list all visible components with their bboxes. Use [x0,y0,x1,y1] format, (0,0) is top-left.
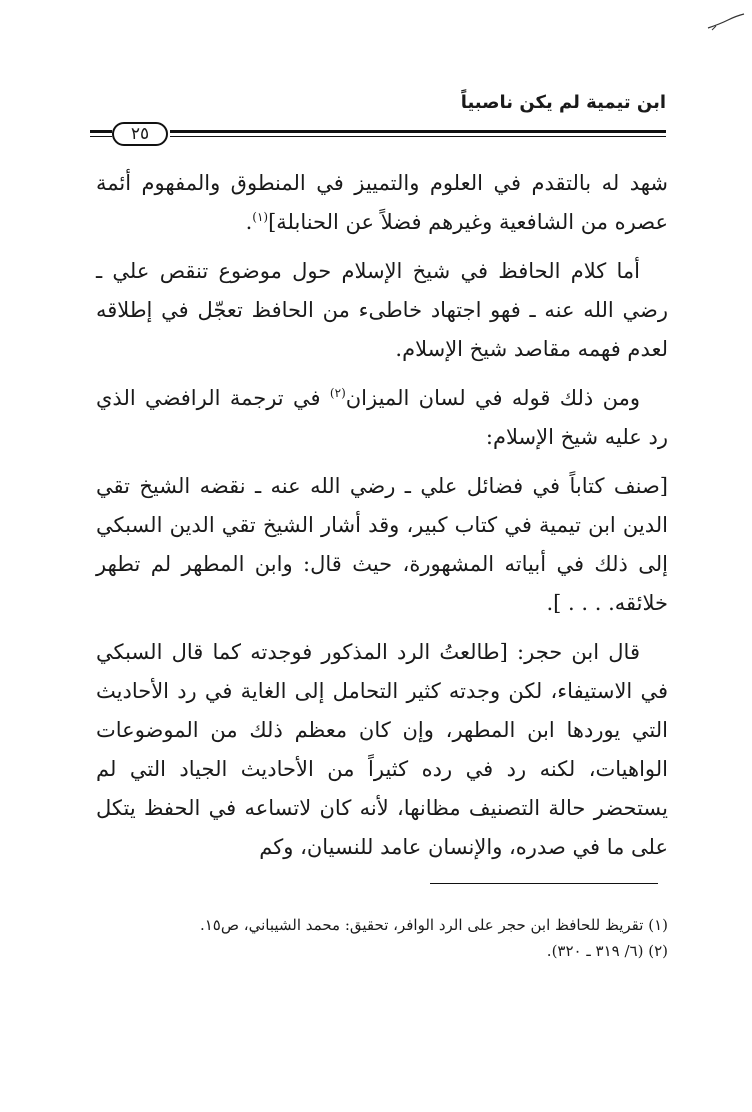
rule-thick [170,130,666,133]
footnote-2: (٢) (٦/ ٣١٩ ـ ٣٢٠). [546,942,668,960]
rule-stub-thin [90,136,112,137]
page-number: ٢٥ [112,122,168,146]
paragraph-3-start: ومن ذلك قوله في لسان الميزان [345,386,640,410]
paragraph-3-end: في ترجمة الرافضي الذي رد عليه شيخ الإسلام: [96,386,668,449]
footnotes [96,912,668,964]
footnote-1: (١) تقريظ للحافظ ابن حجر على الرد الوافر، تحقيق: محمد الشيباني، ص١٥. [199,916,668,934]
paragraph-5: قال ابن حجر: [طالعتُ الرد المذكور فوجدته كما قال السبكي في الاستيفاء، لكن وجدته كثير التحامل إلى الغاية في رد الأحاديث التي يوردها ابن المطهر، وإن كان معظم ذلك من الموضوعات الواهيات، لكنه رد في رده كثيراً من الأحاديث الجياد التي لم يستحضر حالة التصنيف مظانها، لأنه كان لاتساعه في الحفظ يتكل على ما في صدره، والإنسان عامد للنسيان، وكم [96,640,668,859]
header-rule [90,122,666,146]
page-header [90,88,666,148]
paragraph-3 [96,379,668,457]
rule-stub-thick [90,130,112,133]
paragraph-1-end: . [245,210,253,234]
running-title: ابن تيمية لم يكن ناصبياً [460,92,666,113]
footnote-ref-2: (٢) [329,386,346,400]
pen-mark-icon [706,8,746,34]
main-text [96,164,668,877]
paragraph-1 [96,164,668,242]
footnote-separator [430,883,658,884]
footnote-ref-1: (١) [252,210,269,224]
paragraph-1-text: شهد له بالتقدم في العلوم والتمييز في المنطوق والمفهوم أئمة عصره من الشافعية وغيرهم فضلاً عن الحنابلة] [96,171,668,234]
quote-paragraph: [صنف كتاباً في فضائل علي ـ رضي الله عنه ـ نقضه الشيخ تقي الدين ابن تيمية في كتاب كبير، وقد أشار الشيخ تقي الدين السبكي إلى ذلك في أبياته المشهورة، حيث قال: وابن المطهر لم تطهر خلائقه. . . . ]. [96,474,668,615]
paragraph-2: أما كلام الحافظ في شيخ الإسلام حول موضوع تنقص علي ـ رضي الله عنه ـ فهو اجتهاد خاطىء من الحافظ تعجّل في إطلاقه لعدم فهمه مقاصد شيخ الإسلام. [96,259,668,361]
rule-thin [170,136,666,137]
